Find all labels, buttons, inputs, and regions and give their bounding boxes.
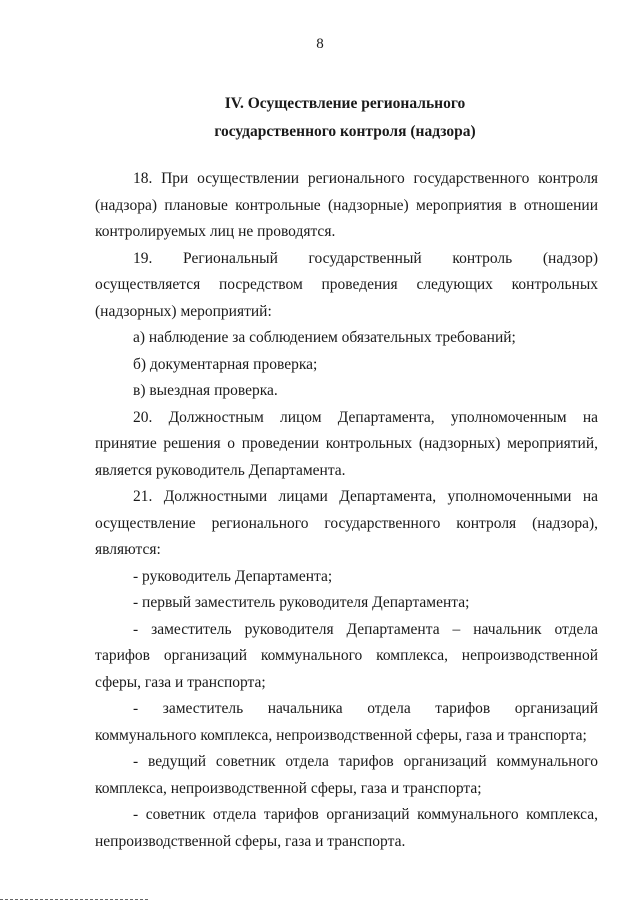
official-item-4: - заместитель начальника отдела тарифов организаций коммунального комплекса, непроизводственной сферы, газа и транспорта; <box>95 700 598 744</box>
official-item-5: - ведущий советник отдела тарифов организаций коммунального комплекса, непроизводственной сферы, газа и транспорта; <box>95 753 598 797</box>
paragraph-18: 18. При осуществлении регионального государственного контроля (надзора) плановые контрольные (надзорные) мероприятия в отношении контролируемых лиц не проводятся. <box>95 170 598 240</box>
official-item-2: - первый заместитель руководителя Департамента; <box>133 594 470 611</box>
paragraph-21: 21. Должностными лицами Департамента, уполномоченными на осуществление регионального государственного контроля (надзора), являются: <box>95 488 598 558</box>
section-title <box>0 90 640 146</box>
paragraph-20: 20. Должностным лицом Департамента, уполномоченным на принятие решения о проведении контрольных (надзорных) мероприятий, является руководитель Департамента. <box>95 408 598 479</box>
footer-divider <box>0 899 148 900</box>
section-title-line-1: IV. Осуществление регионального <box>224 95 466 112</box>
list-item-b: б) документарная проверка; <box>133 355 318 373</box>
page-number: 8 <box>316 36 324 52</box>
paragraph-19: 19. Региональный государственный контроль (надзор) осуществляется посредством проведения следующих контрольных (надзорных) мероприятий: <box>95 249 598 320</box>
section-title-line-2: государственного контроля (надзора) <box>214 123 476 140</box>
official-item-6: - советник отдела тарифов организаций коммунального комплекса, непроизводственной сферы, газа и транспорта. <box>95 806 598 850</box>
list-item-a: а) наблюдение за соблюдением обязательных требований; <box>133 329 516 346</box>
list-item-c: в) выездная проверка. <box>133 382 278 399</box>
official-item-3: - заместитель руководителя Департамента – начальник отдела тарифов организаций коммунального комплекса, непроизводственной сферы, газа и транспорта; <box>95 620 598 691</box>
official-item-1: - руководитель Департамента; <box>133 567 333 585</box>
document-body <box>95 166 598 855</box>
